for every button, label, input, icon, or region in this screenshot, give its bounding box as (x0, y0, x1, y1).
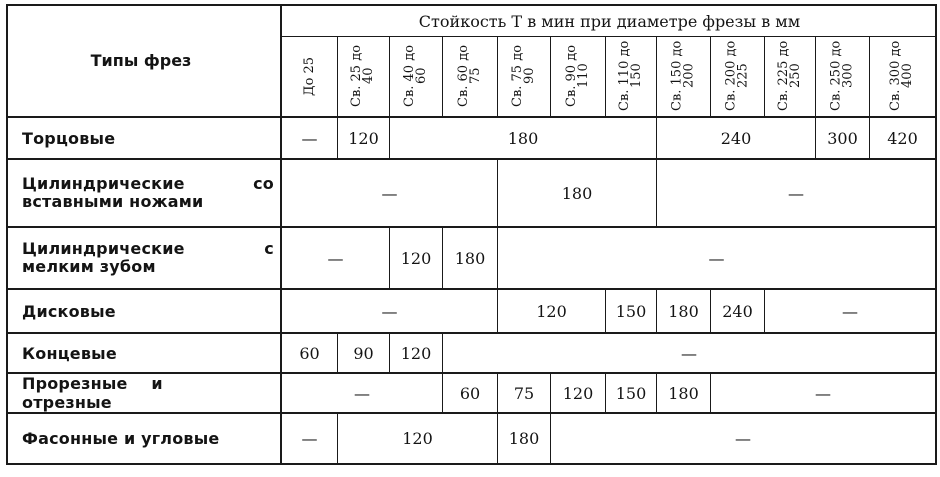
cell-value: 120 (348, 128, 379, 148)
cell-value: — (842, 301, 858, 321)
cell-value: 180 (668, 301, 699, 321)
cell-value: 240 (722, 301, 753, 321)
row-label: Концевые (22, 343, 117, 363)
cell-value: 420 (887, 128, 918, 148)
cell-value: 180 (668, 383, 699, 403)
types-header: Типы фрез (90, 50, 192, 70)
column-header: Св. 40 до 60 (402, 44, 429, 108)
table-top-rule (6, 4, 937, 6)
cell-value: — (327, 248, 344, 268)
table-right-rule (935, 4, 937, 465)
row-label: Прорезные и отрезные (22, 374, 163, 412)
title-underline (282, 36, 935, 37)
cell-value: 120 (562, 383, 594, 403)
row-label: Торцовые (22, 128, 116, 148)
column-header: Св. 90 до 110 (564, 44, 591, 108)
row-label: Фасонные и угловые (22, 429, 220, 448)
cell-value: — (788, 183, 804, 203)
cell-value: 120 (400, 343, 432, 363)
column-header: Св. 200 до 225 (723, 40, 751, 112)
cell-value: 300 (827, 128, 858, 148)
cell-value: — (381, 301, 398, 321)
cell-value: — (735, 429, 751, 448)
column-header: Св. 110 до 150 (617, 40, 644, 112)
cell-value: — (354, 383, 370, 403)
cell-value: 120 (400, 248, 432, 268)
column-header: Св. 250 до 300 (828, 40, 856, 112)
column-header: Св. 300 до 400 (888, 40, 915, 112)
column-header: Св. 60 до 75 (456, 44, 483, 108)
cell-value: — (301, 128, 318, 148)
column-header: Св. 25 до 40 (349, 44, 376, 108)
cell-value: 90 (353, 343, 374, 363)
cell-value: 150 (615, 383, 647, 403)
table-bottom-rule (6, 463, 937, 465)
cell-value: 180 (508, 429, 540, 448)
table-title: Стойкость T в мин при диаметре фрезы в мм (418, 11, 801, 31)
cell-value: 120 (536, 301, 567, 321)
cell-value: 240 (720, 128, 752, 148)
cell-value: — (708, 248, 725, 268)
column-header: До 25 (302, 56, 317, 96)
column-header: Св. 225 до 250 (776, 40, 803, 112)
cell-value: 75 (513, 383, 535, 403)
cell-value: 120 (402, 429, 433, 448)
cell-value: 180 (561, 183, 593, 203)
cell-value: 180 (454, 248, 486, 268)
column-header: Св. 150 до 200 (669, 40, 697, 112)
row-label: Цилиндрические со вставными ножами (22, 174, 274, 211)
cell-value: — (681, 343, 697, 363)
cell-value: 180 (507, 128, 539, 148)
row-label: Цилиндрические с мелким зубом (22, 239, 274, 276)
cell-value: 150 (615, 301, 647, 321)
cell-value: 60 (459, 383, 481, 403)
cell-value: — (301, 429, 318, 448)
row-label: Дисковые (22, 301, 116, 321)
cell-value: — (381, 183, 398, 203)
cell-value: — (815, 383, 831, 403)
cell-value: 60 (299, 343, 320, 363)
column-header: Св. 75 до 90 (510, 44, 537, 108)
